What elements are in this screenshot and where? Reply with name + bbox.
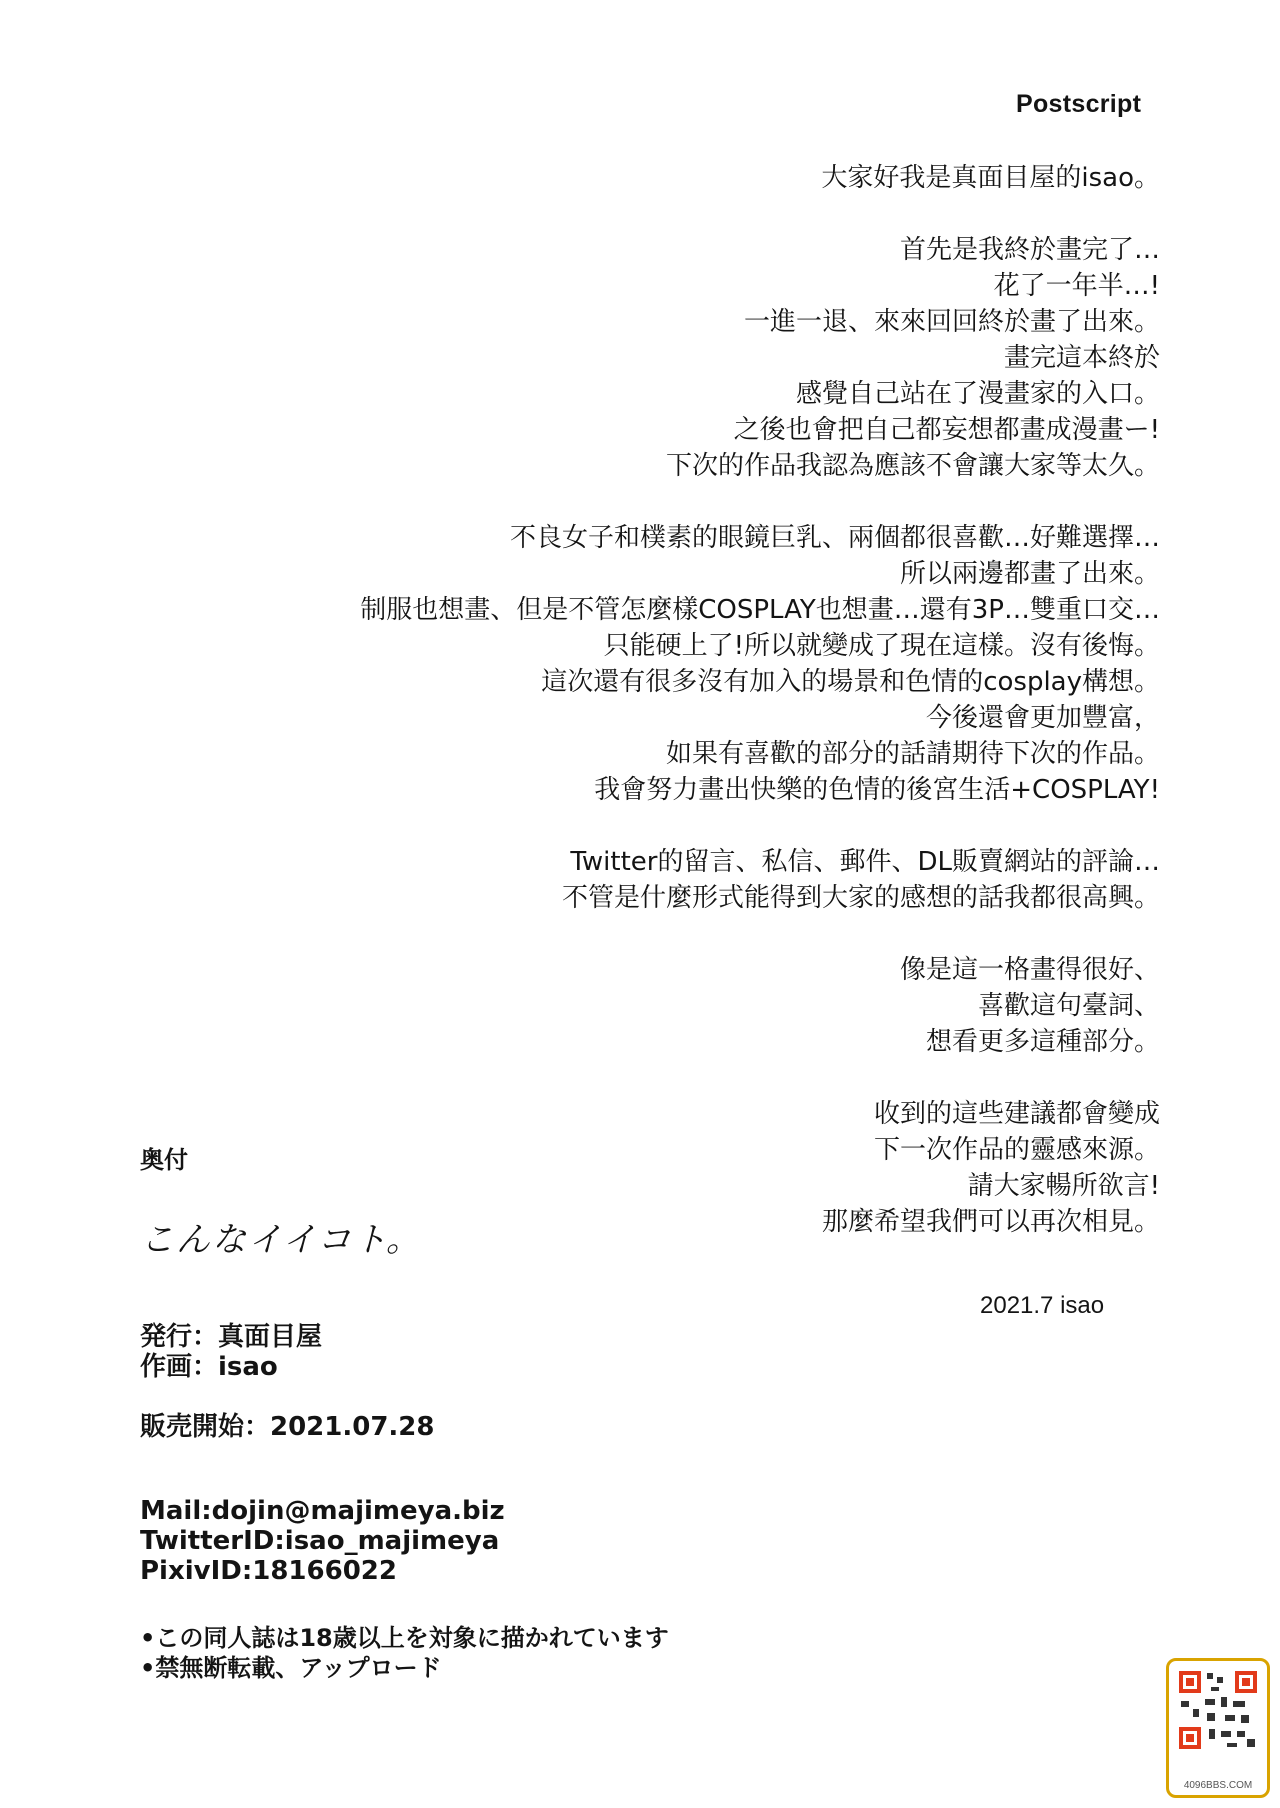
postscript-line: 下次的作品我認為應該不會讓大家等太久。 [665, 451, 1160, 481]
publisher-line: 発行：真面目屋 [140, 1322, 323, 1352]
postscript-line: 請大家暢所欲言! [967, 1171, 1160, 1201]
postscript-line: 這次還有很多沒有加入的場景和色情的cosplay構想。 [541, 667, 1160, 697]
postscript-line: 那麼希望我們可以再次相見。 [821, 1207, 1160, 1237]
postscript-line: 只能硬上了!所以就變成了現在這樣。沒有後悔。 [603, 631, 1160, 661]
paragraph-gap [360, 196, 1160, 232]
paragraph-gap [360, 808, 1160, 844]
postscript-line: 大家好我是真面目屋的isao。 [821, 163, 1160, 193]
signoff: 2021.7 isao [980, 1292, 1105, 1319]
twitter-line: TwitterID:isao_majimeya [140, 1526, 500, 1556]
postscript-line: 一進一退、來來回回終於畫了出來。 [743, 307, 1160, 337]
postscript-line: 下一次作品的靈感來源。 [873, 1135, 1160, 1165]
postscript-line: 花了一年半…! [993, 271, 1160, 301]
qr-code-icon [1177, 1669, 1259, 1751]
postscript-heading: Postscript [1016, 90, 1142, 118]
postscript-line: 喜歡這句臺詞、 [977, 991, 1160, 1021]
pixiv-line: PixivID:18166022 [140, 1556, 397, 1586]
artist-line: 作画：isao [140, 1352, 278, 1382]
age-notice: •この同人誌は18歳以上を対象に描かれています [140, 1624, 669, 1652]
postscript-line: 想看更多這種部分。 [925, 1027, 1160, 1057]
paragraph-gap [360, 916, 1160, 952]
release-date-line: 販売開始：2021.07.28 [140, 1412, 435, 1442]
reprint-notice: •禁無断転載、アップロード [140, 1654, 442, 1682]
watermark-site: 4096BBS.COM [1183, 1780, 1253, 1791]
postscript-line: 我會努力畫出快樂的色情的後宮生活+COSPLAY! [594, 775, 1160, 805]
colophon-heading: 奥付 [140, 1146, 188, 1174]
mail-line: Mail:dojin@majimeya.biz [140, 1496, 505, 1526]
postscript-line: 不良女子和樸素的眼鏡巨乳、兩個都很喜歡…好難選擇… [509, 523, 1160, 553]
postscript-line: 今後還會更加豐富， [925, 703, 1160, 733]
postscript-line: 所以兩邊都畫了出來。 [899, 559, 1160, 589]
watermark-qr [1166, 1658, 1270, 1798]
postscript-line: 不管是什麼形式能得到大家的感想的話我都很高興。 [561, 883, 1160, 913]
paragraph-gap [360, 484, 1160, 520]
postscript-line: Twitter的留言、私信、郵件、DL販賣網站的評論… [570, 847, 1160, 877]
postscript-line: 制服也想畫、但是不管怎麼樣COSPLAY也想畫…還有3P…雙重口交… [360, 595, 1160, 625]
postscript-line: 像是這一格畫得很好、 [899, 955, 1160, 985]
postscript-line: 如果有喜歡的部分的話請期待下次的作品。 [665, 739, 1160, 769]
postscript-line: 首先是我終於畫完了… [899, 235, 1160, 265]
book-title: こんなイイコト。 [140, 1220, 422, 1260]
paragraph-gap [360, 1060, 1160, 1096]
postscript-body [360, 160, 1160, 1240]
postscript-line: 畫完這本終於 [1003, 343, 1160, 373]
postscript-line: 之後也會把自己都妄想都畫成漫畫ー! [733, 415, 1160, 445]
postscript-line: 感覺自己站在了漫畫家的入口。 [795, 379, 1160, 409]
postscript-line: 收到的這些建議都會變成 [873, 1099, 1160, 1129]
